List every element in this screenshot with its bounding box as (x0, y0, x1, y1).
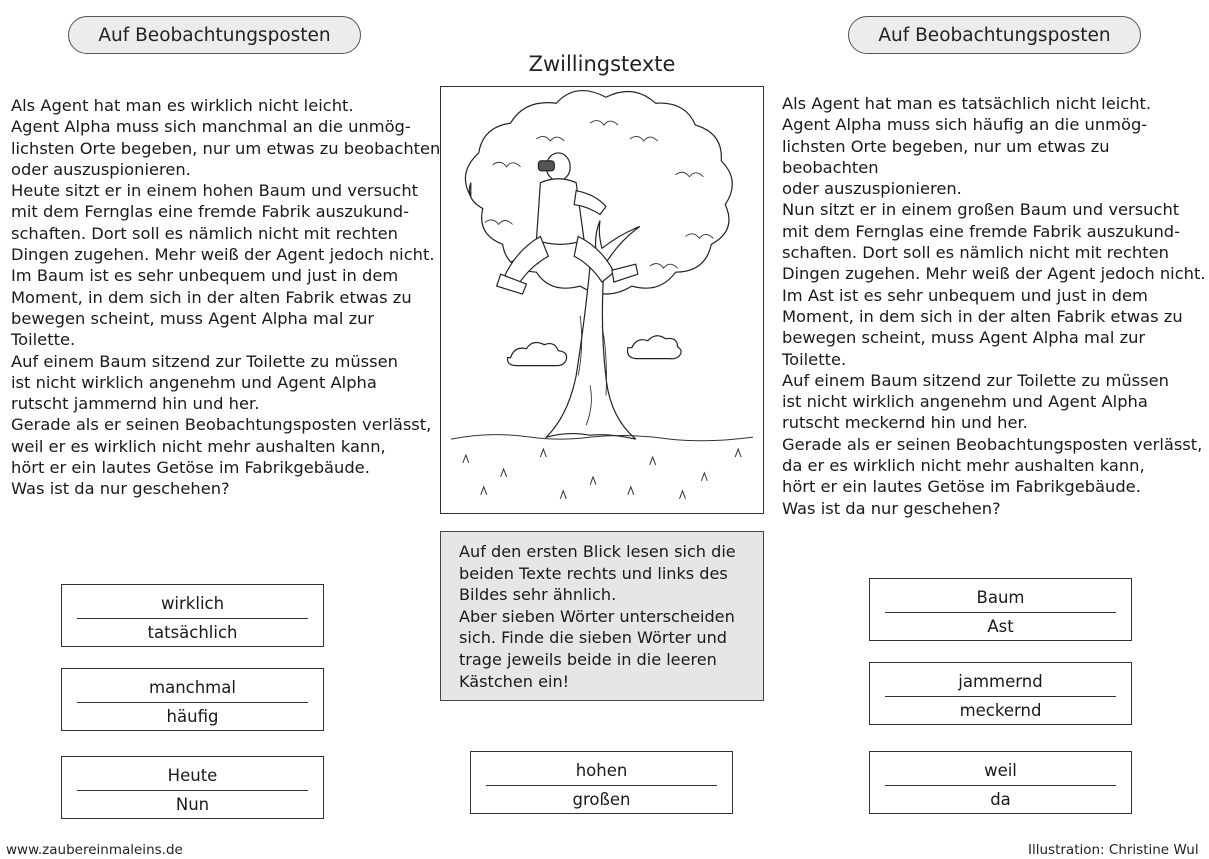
agent-in-tree-illustration (440, 86, 764, 514)
word-original: jammernd (958, 672, 1043, 691)
word-original: Baum (976, 588, 1025, 607)
word-pair-box-1 (61, 584, 324, 647)
word-changed: tatsächlich (147, 623, 238, 642)
divider (77, 618, 308, 619)
divider (77, 702, 308, 703)
word-changed: häufig (166, 707, 219, 726)
right-story-text: Als Agent hat man es tatsächlich nicht leicht. Agent Alpha muss sich häufig an die unmög- lichsten Orte begeben, nur um etwas zu beobachten oder auszuspionieren. Nun sitzt er in einem großen Baum und versucht mit dem Fernglas eine fremde Fabrik auszukund- schaften. Dort soll es nämlich nicht mit rechten Dingen zugehen. Mehr weiß der Agent jedoch nicht. Im Ast ist es sehr unbequem und just in dem Moment, in dem sich in der alten Fabrik etwas zu bewegen scheint, muss Agent Alpha mal zur Toilette. Auf einem Baum sitzend zur Toilette zu müssen ist nicht wirklich angenehm und Agent Alpha rutscht meckernd hin und her. Gerade als er seinen Beobachtungsposten verlässt, da er es wirklich nicht mehr aushalten kann, hört er ein lautes Getöse im Fabrikgebäude. Was ist da nur geschehen? (782, 94, 1206, 518)
word-changed: Nun (175, 795, 210, 814)
word-original: weil (984, 761, 1017, 780)
word-pair-box-6 (869, 662, 1132, 725)
left-title-pill (68, 16, 361, 54)
word-changed: großen (572, 790, 631, 809)
word-original: wirklich (160, 594, 225, 613)
word-pair-box-3 (61, 756, 324, 819)
word-changed: da (990, 790, 1011, 809)
tree-icon (441, 87, 763, 513)
word-pair-box-7 (869, 751, 1132, 814)
divider (486, 785, 717, 786)
word-original: manchmal (149, 678, 236, 697)
word-pair-box-2 (61, 668, 324, 731)
divider (77, 790, 308, 791)
page-title: Zwillingstexte (528, 52, 676, 76)
word-original: hohen (575, 761, 628, 780)
right-title: Auf Beobachtungsposten (878, 24, 1111, 46)
divider (885, 612, 1116, 613)
website-link[interactable]: www.zaubereinmaleins.de (6, 842, 183, 858)
word-changed: meckernd (959, 701, 1042, 720)
left-story-text: Als Agent hat man es wirklich nicht leicht. Agent Alpha muss sich manchmal an die unmög- lichsten Orte begeben, nur um etwas zu beobachten oder auszuspionieren. Heute sitzt er in einem hohen Baum und versucht mit dem Fernglas eine fremde Fabrik auszukund- schaften. Dort soll es nämlich nicht mit rechten Dingen zugehen. Mehr weiß der Agent jedoch nicht. Im Baum ist es sehr unbequem und just in dem Moment, in dem sich in der alten Fabrik etwas zu bewegen scheint, muss Agent Alpha mal zur Toilette. Auf einem Baum sitzend zur Toilette zu müssen ist nicht wirklich angenehm und Agent Alpha rutscht jammernd hin und her. Gerade als er seinen Beobachtungsposten verlässt, weil er es wirklich nicht mehr aushalten kann, hört er ein lautes Getöse im Fabrikgebäude. Was ist da nur geschehen? (11, 96, 441, 499)
right-title-pill (848, 16, 1141, 54)
left-title: Auf Beobachtungsposten (98, 24, 331, 46)
instructions-box: Auf den ersten Blick lesen sich die beiden Texte rechts und links des Bildes sehr ähnlich. Aber sieben Wörter unterscheiden sich. Finde die sieben Wörter und trage jeweils beide in die leeren Kästchen ein! (440, 531, 764, 701)
illustration-credit: Illustration: Christine Wul (1028, 842, 1199, 858)
divider (885, 696, 1116, 697)
word-pair-box-4 (470, 751, 733, 814)
word-changed: Ast (987, 617, 1014, 636)
divider (885, 785, 1116, 786)
word-original: Heute (167, 766, 218, 785)
word-pair-box-5 (869, 578, 1132, 641)
